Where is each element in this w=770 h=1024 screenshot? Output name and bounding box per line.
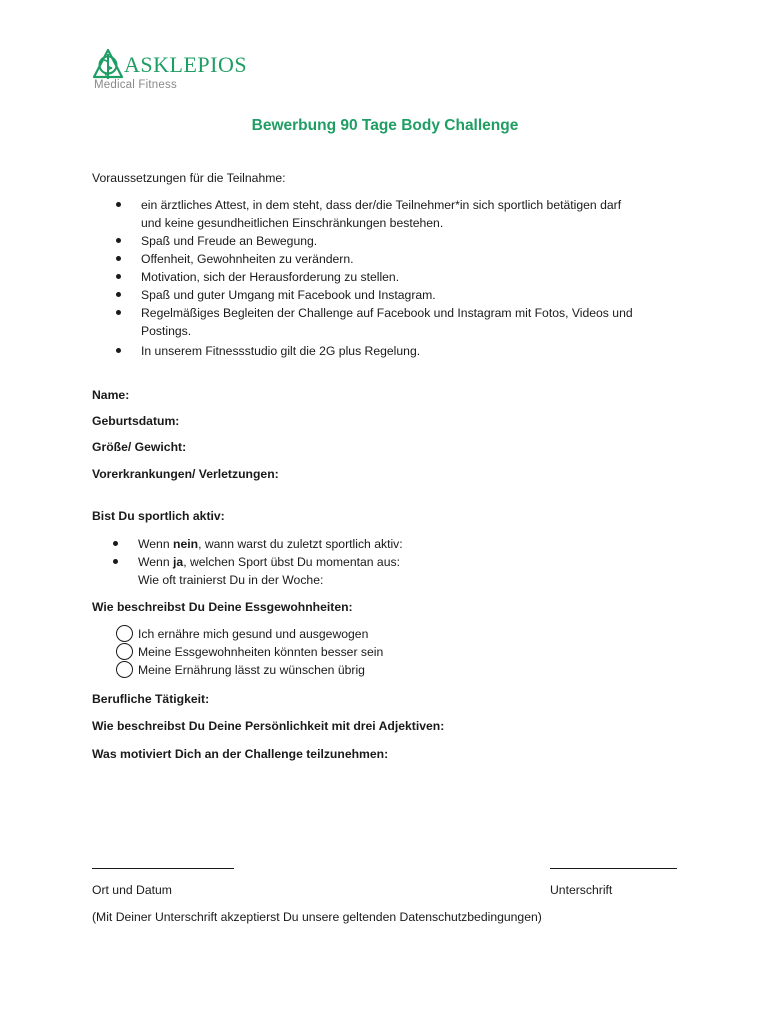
personality-question: Wie beschreibst Du Deine Persönlichkeit mit drei Adjektiven:	[92, 719, 445, 733]
list-item	[110, 535, 403, 553]
list-item-continuation: Postings.	[141, 324, 192, 338]
sport-no-prefix: Wenn	[138, 537, 174, 551]
sport-no-suffix: , wann warst du zuletzt sportlich aktiv:	[198, 537, 403, 551]
privacy-note: (Mit Deiner Unterschrift akzeptierst Du unsere geltenden Datenschutzbedingungen)	[92, 910, 542, 924]
occupation-field-label: Berufliche Tätigkeit:	[92, 692, 210, 706]
requirements-list-end	[113, 342, 420, 360]
place-date-label: Ort und Datum	[92, 883, 172, 897]
radio-circle-icon[interactable]	[116, 625, 133, 642]
logo-brand-text: ASKLEPIOS	[124, 52, 248, 77]
motivation-question: Was motiviert Dich an der Challenge teilzunehmen:	[92, 747, 389, 761]
requirements-heading: Voraussetzungen für die Teilnahme:	[92, 171, 286, 185]
signature-line	[550, 868, 677, 869]
name-field-label: Name:	[92, 388, 130, 402]
list-item: Spaß und Freude an Bewegung.	[113, 232, 633, 250]
list-item: Motivation, sich der Herausforderung zu stellen.	[113, 268, 633, 286]
birthdate-field-label: Geburtsdatum:	[92, 414, 180, 428]
list-item: Spaß und guter Umgang mit Facebook und Instagram.	[113, 286, 633, 304]
sport-followup: Wie oft trainierst Du in der Woche:	[138, 573, 324, 587]
preconditions-field-label: Vorerkrankungen/ Verletzungen:	[92, 467, 279, 481]
eating-option-label: Ich ernähre mich gesund und ausgewogen	[138, 627, 369, 641]
signature-label: Unterschrift	[550, 883, 613, 897]
sport-yes-word: ja	[173, 555, 184, 569]
sport-no-word: nein	[173, 537, 199, 551]
list-item: ein ärztliches Attest, in dem steht, dass der/die Teilnehmer*in sich sportlich betätigen darf	[113, 196, 621, 214]
logo-subtitle: Medical Fitness	[94, 79, 177, 91]
list-item-continuation: und keine gesundheitlichen Einschränkungen bestehen.	[141, 216, 444, 230]
sport-yes-suffix: , welchen Sport übst Du momentan aus:	[183, 555, 400, 569]
eating-option-label: Meine Essgewohnheiten könnten besser sein	[138, 645, 384, 659]
place-date-line	[92, 868, 234, 869]
eating-option-label: Meine Ernährung lässt zu wünschen übrig	[138, 663, 365, 677]
list-item	[110, 553, 403, 571]
requirements-list-cont	[113, 232, 633, 322]
list-item: Offenheit, Gewohnheiten zu verändern.	[113, 250, 633, 268]
size-weight-field-label: Größe/ Gewicht:	[92, 440, 187, 454]
sport-list	[110, 535, 403, 571]
page-title: Bewerbung 90 Tage Body Challenge	[251, 117, 519, 134]
asklepios-staff-icon	[92, 48, 124, 82]
asklepios-logo	[92, 46, 262, 96]
sport-question: Bist Du sportlich aktiv:	[92, 509, 225, 523]
requirements-list	[113, 196, 621, 214]
radio-circle-icon[interactable]	[116, 661, 133, 678]
sport-yes-prefix: Wenn	[138, 555, 174, 569]
list-item: In unserem Fitnessstudio gilt die 2G plus Regelung.	[113, 342, 420, 360]
eating-question: Wie beschreibst Du Deine Essgewohnheiten:	[92, 600, 353, 614]
radio-circle-icon[interactable]	[116, 643, 133, 660]
list-item: Regelmäßiges Begleiten der Challenge auf Facebook und Instagram mit Fotos, Videos und	[113, 304, 633, 322]
